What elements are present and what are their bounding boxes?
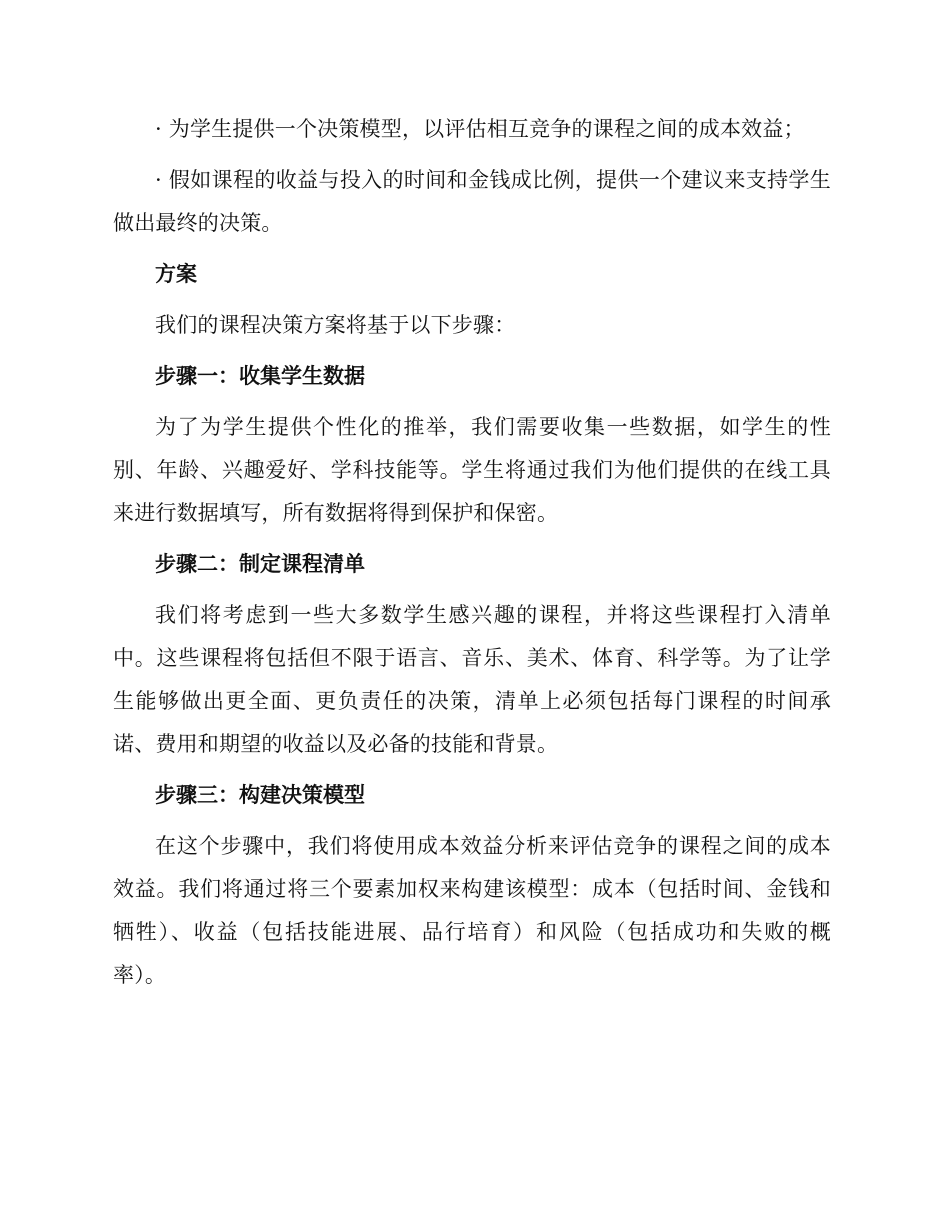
bullet-paragraph-2: · 假如课程的收益与投入的时间和金钱成比例，提供一个建议来支持学生做出最终的决策。 — [113, 168, 831, 235]
intro-paragraph: 我们的课程决策方案将基于以下步骤： — [155, 313, 516, 337]
step-3-body: 在这个步骤中，我们将使用成本效益分析来评估竞争的课程之间的成本效益。我们将通过将三个要素加权来构建该模型：成本（包括时间、金钱和牺牲）、收益（包括技能进展、品行培育）和风险（包括成功和失败的概率）。 — [113, 834, 831, 987]
bullet-paragraph-1: · 为学生提供一个决策模型，以评估相互竞争的课程之间的成本效益； — [155, 117, 805, 141]
step-1-body: 为了为学生提供个性化的推举，我们需要收集一些数据，如学生的性别、年龄、兴趣爱好、学科技能等。学生将通过我们为他们提供的在线工具来进行数据填写，所有数据将得到保护和保密。 — [113, 415, 831, 525]
step-2-body: 我们将考虑到一些大多数学生感兴趣的课程，并将这些课程打入清单中。这些课程将包括但不限于语言、音乐、美术、体育、科学等。为了让学生能够做出更全面、更负责任的决策，清单上必须包括每门课程的时间承诺、费用和期望的收益以及必备的技能和背景。 — [113, 603, 831, 756]
step-3-heading: 步骤三：构建决策模型 — [155, 783, 365, 807]
document-page — [113, 108, 831, 997]
step-1-heading: 步骤一：收集学生数据 — [155, 364, 365, 388]
section-heading: 方案 — [155, 262, 197, 286]
step-2-heading: 步骤二：制定课程清单 — [155, 552, 365, 576]
